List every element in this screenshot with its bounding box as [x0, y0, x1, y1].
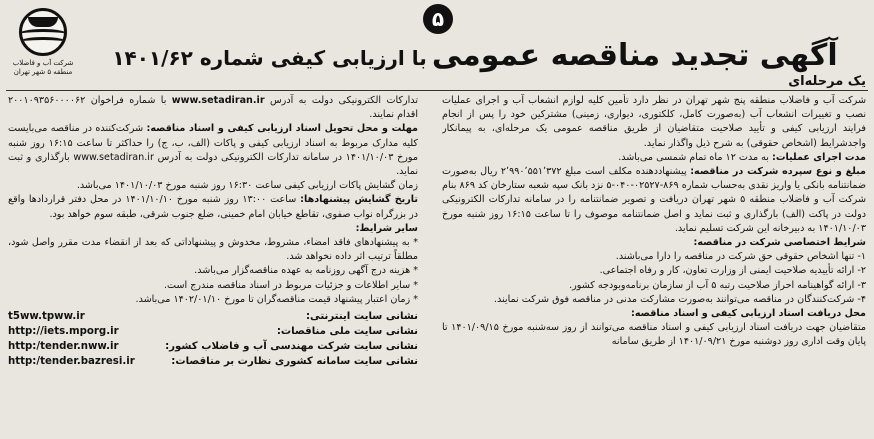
- website-list: [8, 309, 418, 369]
- requirement-3: ۳- ارائه گواهینامه احراز صلاحیت رتبه ۵ آب از سازمان برنامه‌وبودجه کشور.: [569, 279, 866, 291]
- duration-paragraph: مدت اجرای عملیات: به مدت ۱۲ ماه تمام شمسی می‌باشد.: [618, 151, 866, 163]
- website-row: نشانی سایت شرکت مهندسی آب و فاضلاب کشور: http:/tender.nww.ir: [8, 341, 418, 353]
- title-sub: با ارزیابی کیفی شماره ۱۴۰۱/۶۲: [112, 46, 427, 70]
- logo-caption: [8, 59, 78, 77]
- other-condition-4: * زمان اعتبار پیشنهاد قیمت مناقصه‌گران تا مورخ ۱۴۰۲/۰۱/۱۰ می‌باشد.: [135, 293, 418, 305]
- header-divider: [6, 90, 868, 91]
- title-main: آگهی تجدید مناقصه عمومی: [431, 38, 838, 73]
- website-link[interactable]: http://iets.mporg.ir: [8, 326, 119, 338]
- logo-line-2: منطقه ۵ شهر تهران: [13, 68, 73, 76]
- bid-opening-paragraph: تاریخ گشایش پیشنهادها: ساعت ۱۳:۰۰ روز شنبه مورخ ۱۴۰۱/۱۰/۱۰ در محل دفتر قراردادها واقع در بزرگراه نواب صفوی، تقاطع خیابان امام خمینی، ضلع جنوب شرقی، طبقه سوم خواهد بود.: [8, 194, 418, 220]
- water-drop-icon: [19, 8, 67, 56]
- notice-badge: ۵: [423, 4, 453, 34]
- other-conditions-heading: سایر شرایط:: [355, 222, 418, 234]
- requirements-heading: شرایط اختصاصی شرکت در مناقصه:: [693, 237, 866, 249]
- other-condition-2: * هزینه درج آگهی روزنامه به عهده مناقصه‌گزار می‌باشد.: [194, 265, 418, 277]
- website-row: نشانی سایت سامانه کشوری نظارت بر مناقصات: http:/tender.bazresi.ir: [8, 356, 418, 368]
- documents-heading: محل دریافت اسناد ارزیابی کیفی و اسناد مناقصه:: [631, 308, 866, 320]
- guarantee-paragraph: مبلغ و نوع سپرده شرکت در مناقصه: پیشنهاددهنده مکلف است مبلغ ۲٬۹۹۰٬۵۵۱٬۳۷۲ ریال به‌صورت ضمانتنامه بانکی یا واریز نقدی به‌حساب شماره ۸۶۹-۰۲۵۲۷-۰۴۰-۵ نزد بانک سپه شعبه ستارخان کد ۸۶۹ بنام شرکت آب و فاضلاب منطقه ۵ شهر تهران دریافت و تصویر ضمانتنامه را در سامانه تدارکات الکترونیکی دولت در پاکت (الف) بارگذاری و ثبت نماید و اصل ضمانتنامه موصوف را تا ساعت ۱۶:۱۵ روز شنبه مورخ ۱۴۰۱/۱۰/۰۳ به دبیرخانه این شرکت تسلیم نماید.: [442, 166, 866, 234]
- continuation-paragraph: تدارکات الکترونیکی دولت به آدرس www.setadiran.ir با شماره فراخوان ۲۰۰۱۰۹۳۵۶۰۰۰۰۶۲ اقدام نمایند.: [8, 95, 418, 121]
- deadline-paragraph: مهلت و محل تحویل اسناد ارزیابی کیفی و اسناد مناقصه: شرکت‌کننده در مناقصه می‌بایست کلیه مدارک مربوط به اسناد ارزیابی کیفی و پاکات (الف، ب، ج) را حداکثر تا ساعت ۱۶:۱۵ روز شنبه مورخ ۱۴۰۱/۱۰/۰۳ در سامانه تدارکات الکترونیکی دولت به آدرس www.setadiran.ir بارگذاری و ثبت نماید.: [8, 123, 418, 178]
- other-condition-1: * به پیشنهادهای فاقد امضاء، مشروط، مخدوش و پیشنهاداتی که بعد از انقضاء مدت مقرر واصل شود، مطلقاً ترتیب اثر داده نخواهد شد.: [8, 237, 418, 263]
- left-column: [8, 94, 418, 434]
- stage-label: یک مرحله‌ای: [788, 74, 866, 89]
- intro-paragraph: شرکت آب و فاضلاب منطقه پنج شهر تهران در نظر دارد تأمین کلیه لوازم انشعاب آب و اجرای عملیات نصب و تغییرات انشعاب آب (به‌صورت کامل، کلکتوری، دیواری، زمینی) مشترکین خود را پس از انجام فرایند ارزیابی کیفی و تأیید صلاحیت متقاضیان از طریق مناقصه عمومی یک مرحله‌ای، به پیمانکار واجدشرایط (اشخاص حقوقی) به شرح ذیل واگذار نماید.: [442, 95, 866, 149]
- requirement-1: ۱- تنها اشخاص حقوقی حق شرکت در مناقصه را دارا می‌باشند.: [615, 251, 866, 263]
- setadiran-link[interactable]: www.setadiran.ir: [171, 95, 265, 106]
- requirement-2: ۲- ارائه تأییدیه صلاحیت ایمنی از وزارت تعاون، کار و رفاه اجتماعی.: [599, 265, 866, 277]
- website-link[interactable]: t5ww.tpww.ir: [8, 311, 85, 323]
- requirement-4: ۴- شرکت‌کنندگان در مناقصه می‌توانند به‌صورت مشارکت مدنی در مناقصه فوق شرکت نمایند.: [493, 293, 866, 305]
- website-row: نشانی سایت ملی مناقصات: http://iets.mporg.ir: [8, 326, 418, 338]
- website-link[interactable]: http:/tender.bazresi.ir: [8, 356, 135, 368]
- company-logo: [8, 8, 78, 94]
- logo-line-1: شرکت آب و فاضلاب: [12, 59, 74, 67]
- notice-title: [90, 38, 860, 73]
- website-row: نشانی سایت اینترنتی: t5ww.tpww.ir: [8, 311, 418, 323]
- other-condition-3: * سایر اطلاعات و جزئیات مربوط در اسناد مناقصه مندرج است.: [163, 279, 418, 291]
- website-link[interactable]: http:/tender.nww.ir: [8, 341, 119, 353]
- opening-paragraph: زمان گشایش پاکات ارزیابی کیفی ساعت ۱۶:۳۰ روز شنبه مورخ ۱۴۰۱/۱۰/۰۳ می‌باشد.: [76, 180, 418, 192]
- right-column: [442, 94, 866, 434]
- documents-paragraph: متقاضیان جهت دریافت اسناد ارزیابی کیفی و اسناد مناقصه می‌توانند از روز سه‌شنبه مورخ ۱۴۰۱/۰۹/۱۵ تا پایان وقت اداری روز دوشنبه مورخ ۱۴۰۱/۰۹/۲۱ از طریق سامانه: [442, 322, 866, 348]
